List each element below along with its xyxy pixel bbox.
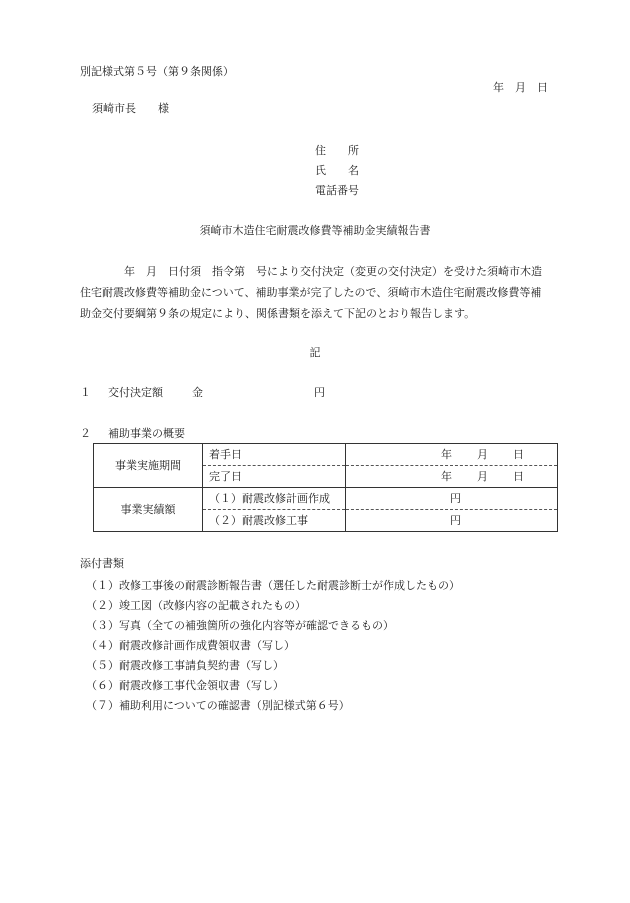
- end-date-value: [346, 466, 558, 488]
- attachment-item: （１）改修工事後の耐震診断報告書（選任した耐震診断士が作成したもの）: [86, 579, 460, 592]
- attachment-item: （６）耐震改修工事代金領収書（写し）: [86, 679, 284, 692]
- amount-prefix: 金: [192, 386, 203, 399]
- day-label: 日: [513, 469, 524, 483]
- attachments-list: [86, 576, 460, 716]
- plan-cost-value: 円: [346, 488, 558, 510]
- section-summary: [80, 426, 185, 441]
- section-label: 交付決定額: [108, 386, 163, 399]
- applicant-phone-label: 電話番号: [315, 184, 359, 197]
- form-label: 別記様式第５号（第９条関係）: [80, 65, 234, 78]
- work-cost-value: 円: [346, 510, 558, 532]
- start-date-value: [346, 444, 558, 466]
- attachment-item: （２）竣工図（改修内容の記載されたもの）: [86, 599, 306, 612]
- year-label: 年: [441, 447, 452, 461]
- document-title: 須崎市木造住宅耐震改修費等補助金実績報告書: [199, 224, 431, 237]
- year-label: 年: [441, 469, 452, 483]
- attachment-item: （５）耐震改修工事請負契約書（写し）: [86, 659, 284, 672]
- attachment-item: （４）耐震改修計画作成費領収書（写し）: [86, 639, 295, 652]
- section-grant-amount: [80, 385, 325, 400]
- day-label: 日: [513, 447, 524, 461]
- body-line: 年 月 日付須 指令第 号により交付決定（変更の交付決定）を受けた須崎市木造: [80, 265, 542, 278]
- body-line: 住宅耐震改修費等補助金について、補助事業が完了したので、須崎市木造住宅耐震改修費等補: [80, 286, 542, 299]
- addressee: 須崎市長 様: [92, 102, 169, 115]
- amount-unit: 円: [314, 386, 325, 399]
- month-label: 月: [477, 469, 488, 483]
- attachments-title: 添付書類: [80, 557, 124, 570]
- summary-table: [93, 443, 558, 532]
- section-label: 補助事業の概要: [108, 427, 185, 440]
- results-label: 事業実績額: [94, 488, 203, 532]
- attachment-item: （３）写真（全ての補強箇所の強化内容等が確認できるもの）: [86, 619, 394, 632]
- body-paragraph: [80, 261, 558, 324]
- applicant-name-label: 氏 名: [315, 164, 359, 177]
- section-number: ２: [80, 427, 91, 440]
- attachment-item: （７）補助利用についての確認書（別記様式第６号）: [86, 699, 350, 712]
- applicant-address-label: 住 所: [315, 144, 359, 157]
- start-date-label: 着手日: [203, 444, 346, 466]
- report-date: 年 月 日: [493, 81, 548, 94]
- month-label: 月: [477, 447, 488, 461]
- work-cost-label: （２）耐震改修工事: [203, 510, 346, 532]
- section-number: １: [80, 386, 91, 399]
- kigo-heading: 記: [309, 346, 321, 359]
- end-date-label: 完了日: [203, 466, 346, 488]
- period-label: 事業実施期間: [94, 444, 203, 488]
- body-line: 助金交付要綱第９条の規定により、関係書類を添えて下記のとおり報告します。: [80, 307, 476, 320]
- plan-cost-label: （１）耐震改修計画作成: [203, 488, 346, 510]
